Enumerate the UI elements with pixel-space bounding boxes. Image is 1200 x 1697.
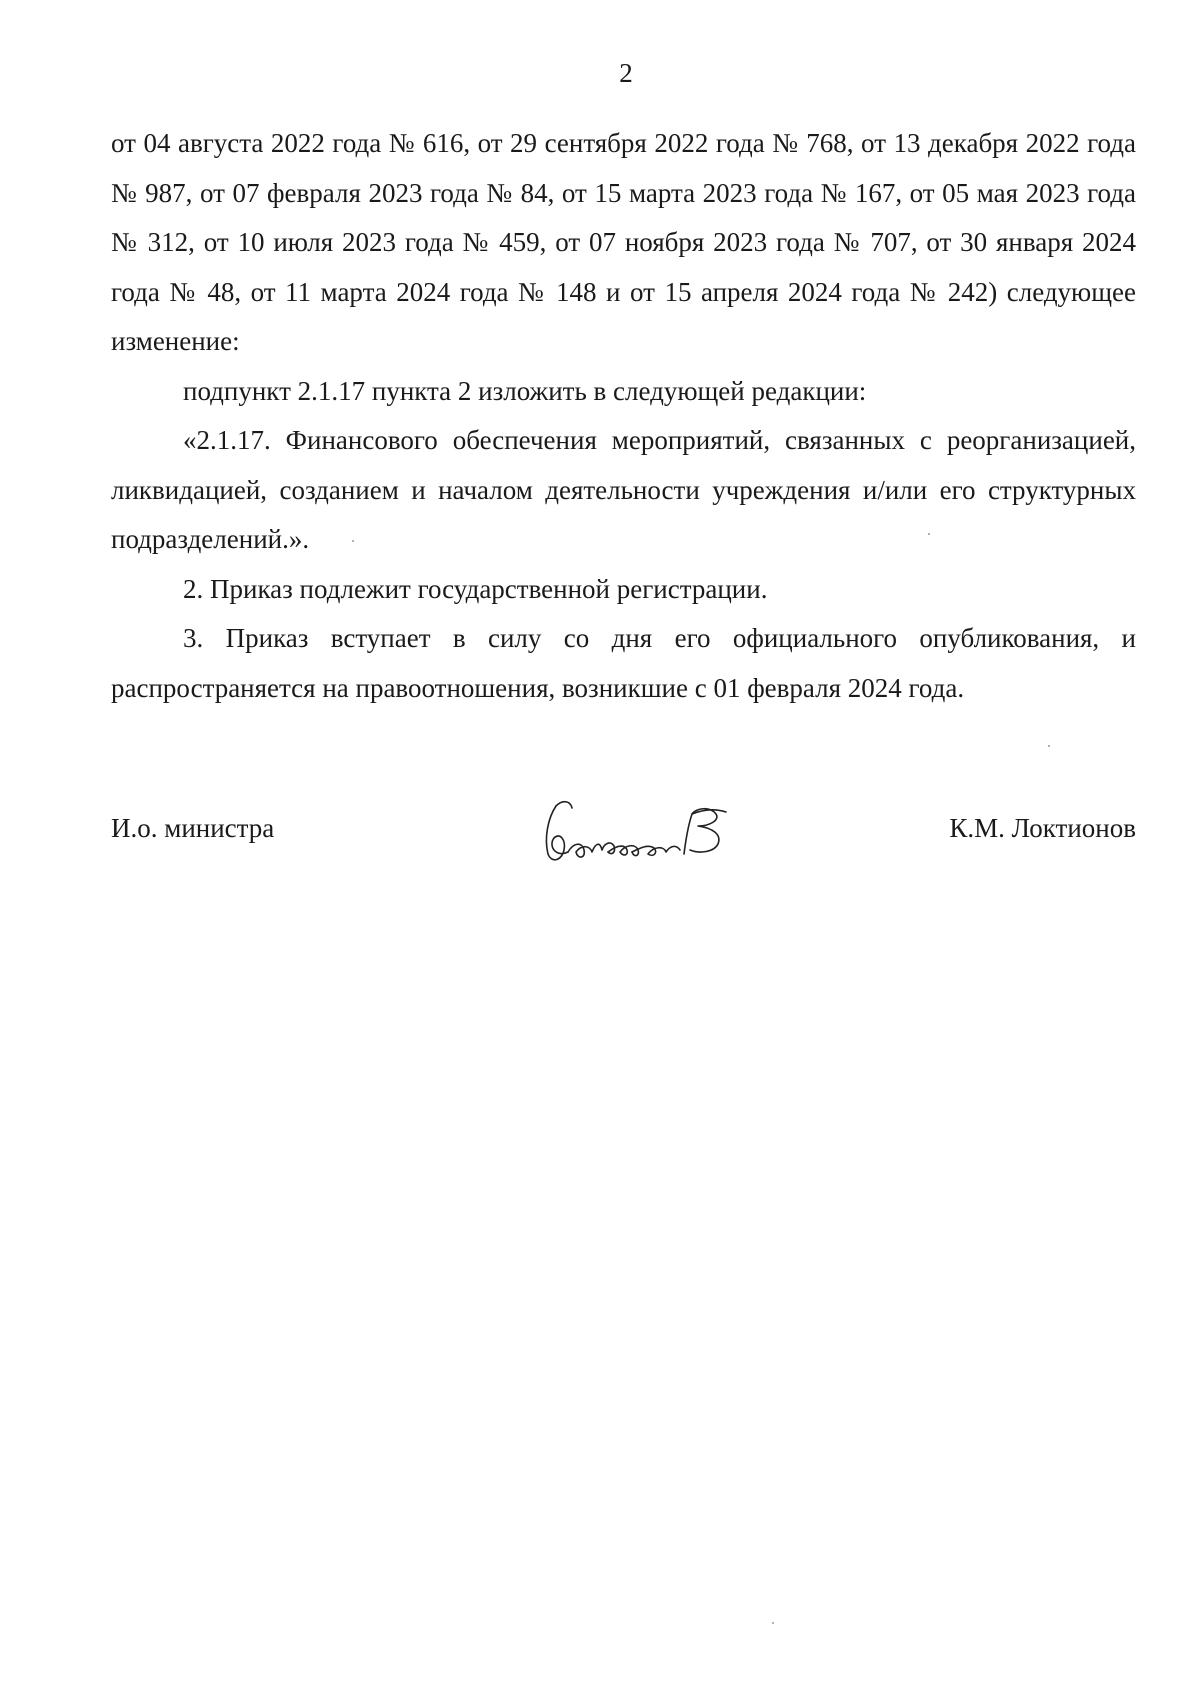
signature-block (111, 808, 1136, 868)
scan-speck (928, 533, 930, 535)
page-number: 2 (619, 58, 633, 88)
paragraph-subclause-text: «2.1.17. Финансового обеспечения мероприятий, связанных с реорганизацией, ликвидацией, созданием и началом деятельности учреждения и/или его структурных подразделений.». (111, 425, 1136, 554)
handwritten-signature (526, 788, 776, 878)
scan-speck (352, 540, 354, 542)
paragraph-subclause-instruction: подпункт 2.1.17 пункта 2 изложить в следующей редакции: (183, 375, 867, 406)
paragraph-registration: 2. Приказ подлежит государственной регистрации. (183, 573, 768, 604)
paragraph-entry-into-force: 3. Приказ вступает в силу со дня его официального опубликования, и распространяется на правоотношения, возникшие с 01 февраля 2024 года. (111, 623, 1136, 703)
position-title: И.о. министра (111, 813, 275, 843)
scan-speck (772, 1622, 774, 1624)
document-body (111, 119, 1136, 713)
paragraph-amendments-list: от 04 августа 2022 года № 616, от 29 сентября 2022 года № 768, от 13 декабря 2022 года № 987, от 07 февраля 2023 года № 84, от 15 марта 2023 года № 167, от 05 мая 2023 года № 312, от 10 июля 2023 года № 459, от 07 ноября 2023 года № 707, от 30 января 2024 года № 48, от 11 марта 2024 года № 148 и от 15 апреля 2024 года № 242) следующее изменение: (111, 128, 1136, 356)
scan-speck (1048, 745, 1050, 747)
signer-name: К.М. Локтионов (949, 813, 1136, 843)
